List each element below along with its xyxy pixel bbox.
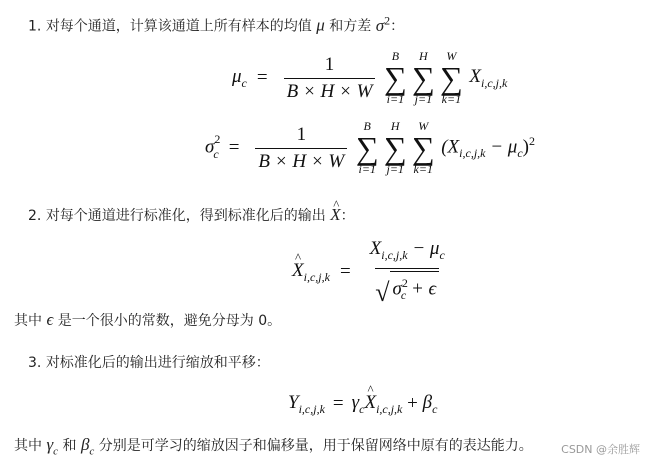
variance-lhs: $\sigma^2_c$ xyxy=(205,132,221,161)
step-number: 3. xyxy=(28,355,42,371)
epsilon-symbol: ϵ xyxy=(46,310,54,329)
step-1-text: 1. 对每个通道，计算该通道上所有样本的均值 μ 和方差 $\sigma^2$： xyxy=(28,13,405,35)
conjunction: 和方差 xyxy=(329,18,372,35)
x-hat-symbol: ^ X xyxy=(330,205,340,225)
mu-symbol: μ xyxy=(316,15,325,35)
sum-k: W ∑ k=1 xyxy=(439,49,463,106)
sum-j: H ∑ j=1 xyxy=(383,119,407,176)
beta-term: $\beta_c$ xyxy=(422,392,438,416)
variance-body: $(X_{i,c,j,k} - \mu_c)^2$ xyxy=(441,134,535,161)
sum-i: B ∑ i=1 xyxy=(355,119,379,176)
step-description: 对标准化后的输出进行缩放和平移： xyxy=(45,355,270,371)
sum-k: W ∑ k=1 xyxy=(411,119,435,176)
sum-j: H ∑ j=1 xyxy=(411,49,435,106)
epsilon-note: 其中 ϵ 是一个很小的常数，避免分母为 0。 xyxy=(14,310,282,329)
mean-fraction: $\frac{1}{B \times H \times W}$ xyxy=(284,54,376,103)
gamma-symbol: $\gamma_c$ xyxy=(46,435,59,458)
step-2-text: 2. 对每个通道进行标准化，得到标准化后的输出 ^ X： xyxy=(28,205,355,226)
step-3-text xyxy=(28,353,270,373)
mean-body: $X_{i,c,j,k}$ xyxy=(469,65,508,90)
variance-fraction: $\frac{1}{B \times H \times W}$ xyxy=(255,124,347,173)
x-hat-term: ^ $X_{i,c,j,k}$ xyxy=(364,392,402,417)
mean-lhs: $\mu_c$ xyxy=(232,65,247,90)
step-description: 对每个通道，计算该通道上所有样本的均值 xyxy=(45,18,312,35)
mean-equation: $\mu_c$ = $\frac{1}{B \times H \times W}$ B ∑ i=1 H ∑ j=1 W ∑ k=1 $X_{i,c,j,k}$ xyxy=(232,49,508,106)
step-description: 对每个通道进行标准化，得到标准化后的输出 xyxy=(45,208,326,224)
normalization-fraction: $X_{i,c,j,k} - \mu_c$ √ $\sigma^2_c + \epsilon$ xyxy=(369,238,445,307)
sum-i: B ∑ i=1 xyxy=(383,49,407,106)
step-number: 1. xyxy=(28,18,42,35)
step-number: 2. xyxy=(28,208,42,224)
sigma-squared: $\sigma^2$ xyxy=(375,13,391,35)
csdn-watermark: CSDN @余胜辉 xyxy=(561,443,640,456)
variance-equation: $\sigma^2_c$ = $\frac{1}{B \times H \times W}$ B ∑ i=1 H ∑ j=1 W ∑ k=1 $(X_{i,c,j,k} - \mu_c)^2$ xyxy=(205,119,535,176)
gamma-beta-note: 其中 $\gamma_c$ 和 $\beta_c$ 分别是可学习的缩放因子和偏移量，用于保留网络中原有的表达能力。 xyxy=(14,435,533,458)
output-lhs: $Y_{i,c,j,k}$ xyxy=(288,392,325,416)
beta-symbol: $\beta_c$ xyxy=(80,435,95,458)
gamma-term: $\gamma_c$ xyxy=(351,392,365,416)
normalization-equation: ^ $X_{i,c,j,k}$ = $X_{i,c,j,k} - \mu_c$ √ $\sigma^2_c + \epsilon$ xyxy=(292,238,454,306)
normalized-lhs: ^ $X_{i,c,j,k}$ xyxy=(292,260,330,285)
scale-shift-equation: $Y_{i,c,j,k}$ = $\gamma_c$ ^ $X_{i,c,j,k}$ + $\beta_c$ xyxy=(288,392,437,417)
